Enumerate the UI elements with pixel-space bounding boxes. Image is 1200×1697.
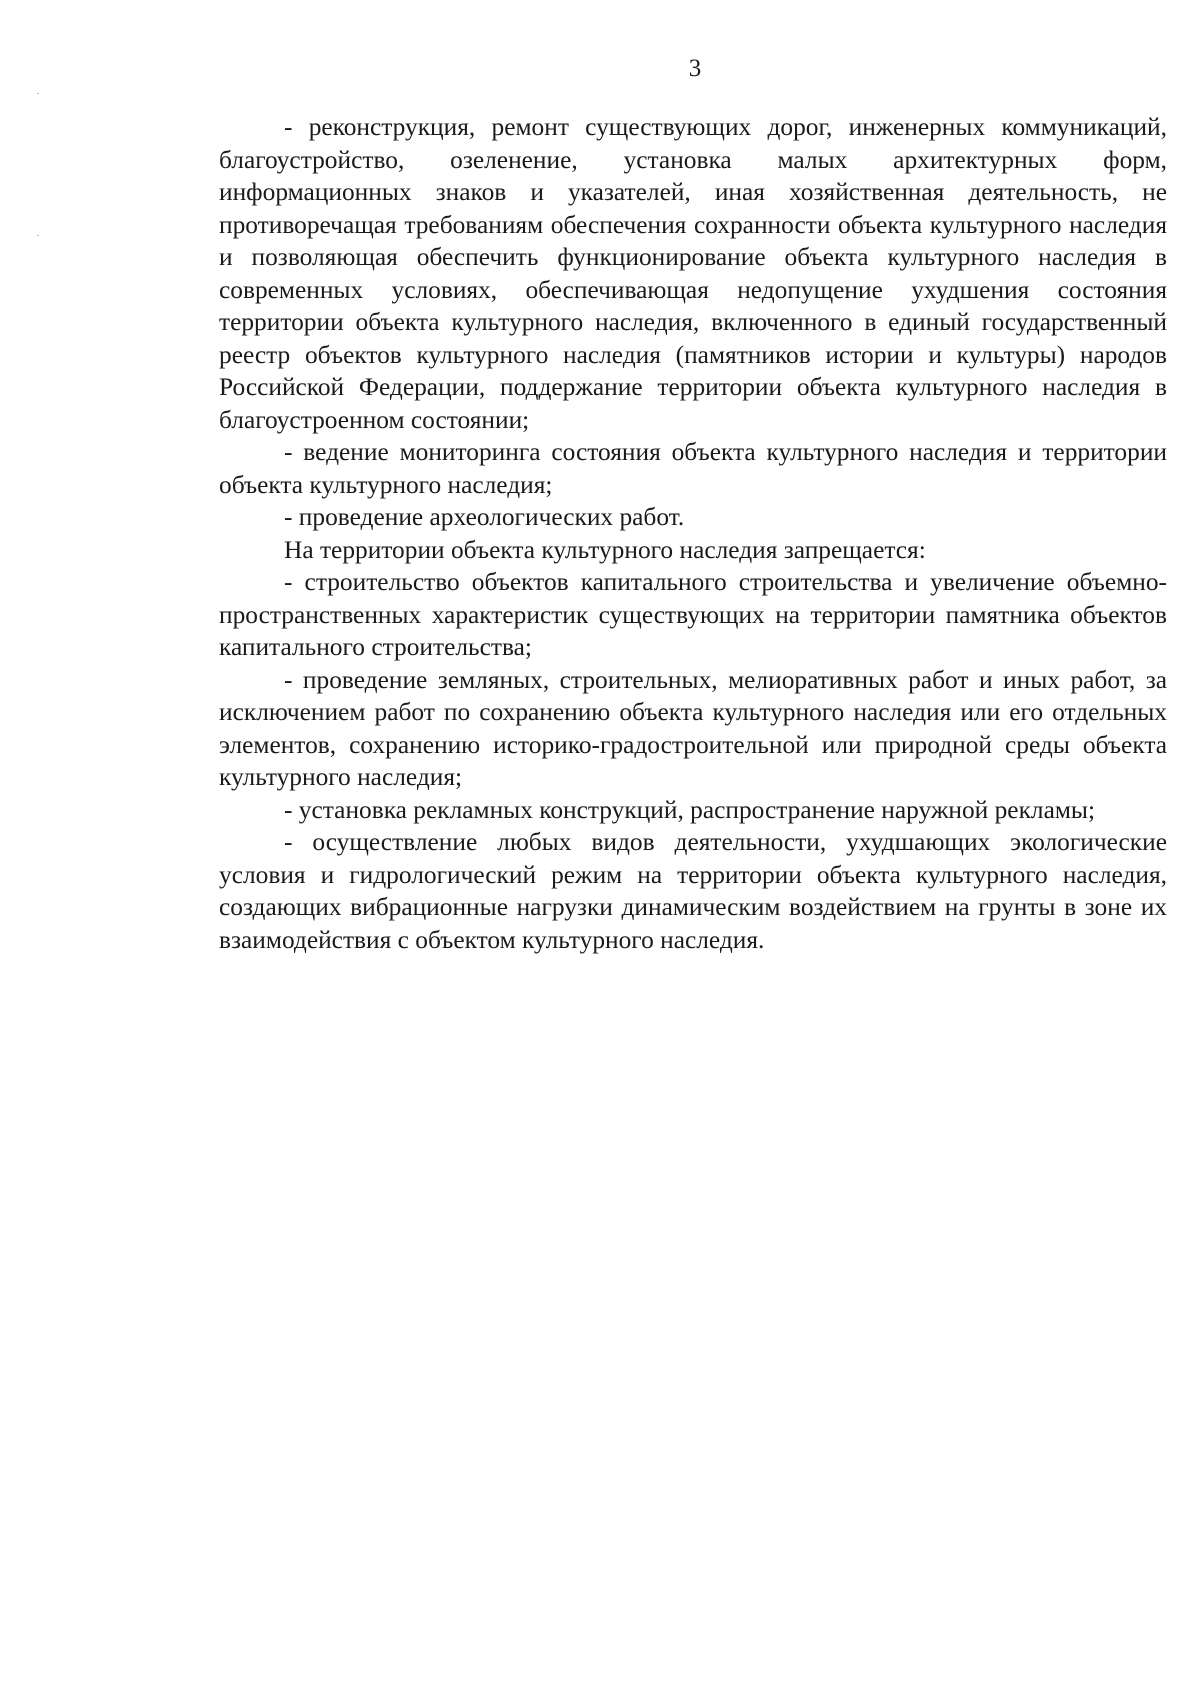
paragraph-prohibited-advertising: - установка рекламных конструкций, распространение наружной рекламы; xyxy=(284,795,1096,824)
paragraph-prohibited-earthworks: - проведение земляных, строительных, мелиоративных работ и иных работ, за исключением работ по сохранению объекта культурного наследия или его отдельных элементов, сохранению историко-градостроительной или природной среды объекта культурного наследия; xyxy=(219,665,1167,791)
paragraph-prohibited-heading: На территории объекта культурного наследия запрещается: xyxy=(284,535,926,564)
paragraph-prohibited-harmful-activity: - осуществление любых видов деятельности, ухудшающих экологические условия и гидрологический режим на территории объекта культурного наследия, создающих вибрационные нагрузки динамическим воздействием на грунты в зоне их взаимодействия с объектом культурного наследия. xyxy=(219,828,1167,954)
paragraph-permitted-reconstruction: - реконструкция, ремонт существующих дорог, инженерных коммуникаций, благоустройство, озеленение, установка малых архитектурных форм, информационных знаков и указателей, иная хозяйственная деятельность, не противоречащая требованиям обеспечения сохранности объекта культурного наследия и позволяющая обеспечить функционирование объекта культурного наследия в современных условиях, обеспечивающая недопущение ухудшения состояния территории объекта культурного наследия, включенного в единый государственный реестр объектов культурного наследия (памятников истории и культуры) народов Российской Федерации, поддержание территории объекта культурного наследия в благоустроенном состоянии; xyxy=(219,113,1167,434)
paragraph-permitted-archaeology: - проведение археологических работ. xyxy=(284,503,685,531)
paragraph-permitted-monitoring: - ведение мониторинга состояния объекта культурного наследия и территории объекта культурного наследия; xyxy=(219,438,1167,499)
document-body xyxy=(219,111,1167,956)
paragraph-prohibited-construction: - строительство объектов капитального строительства и увеличение объемно-пространственных характеристик существующих на территории памятника объектов капитального строительства; xyxy=(219,568,1167,661)
scan-speck xyxy=(37,93,39,94)
scan-speck xyxy=(37,235,39,236)
page-number: 3 xyxy=(688,55,702,82)
